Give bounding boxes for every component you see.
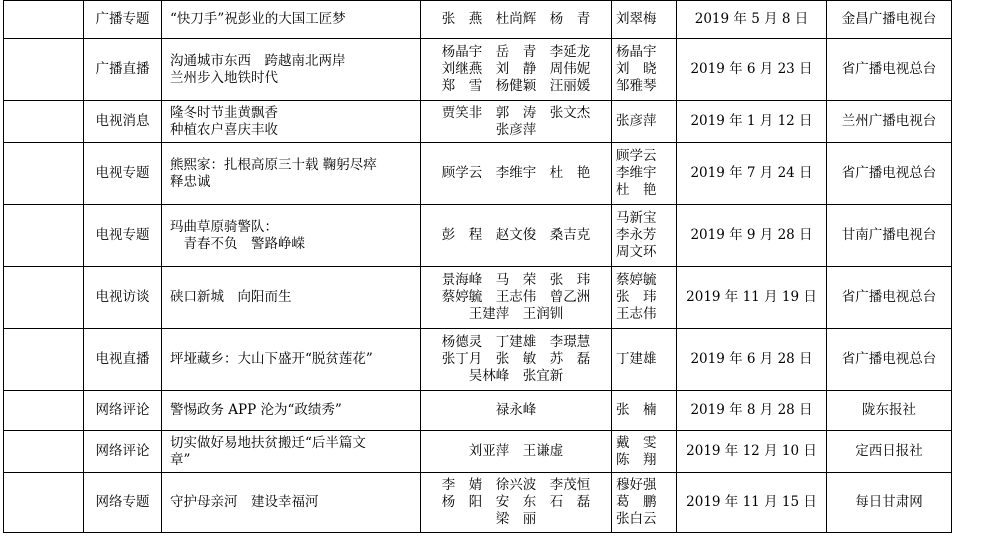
editors-cell [612,391,677,431]
author-line: 蔡婷毓 王志伟 曾乙洲 [441,289,591,305]
editor-line: 马新宝 [616,210,657,226]
category-cell: 网络评论 [84,431,162,473]
editor-line: 张 楠 [616,402,657,418]
authors-cell [421,473,612,533]
editor-line: 穆好强 [616,477,657,493]
editor-line: 刘 晓 [616,61,657,77]
outlet-cell: 陇东报社 [827,391,952,431]
title-line: 青春不负 警路峥嵘 [170,235,305,252]
editor-line: 蔡婷毓 [616,272,657,288]
title-cell [162,143,421,205]
blank-cell [4,205,84,267]
editor-line: 丁建雄 [616,351,657,367]
editor-line: 陈 翔 [616,451,657,468]
editors-cell [612,267,677,329]
outlet-cell: 每日甘肃网 [827,473,952,533]
author-line: 张丁月 张 敏 苏 磊 [441,351,591,367]
editors-cell [612,329,677,391]
authors-cell [421,1,612,39]
category-cell: 电视访谈 [84,267,162,329]
editors-cell [612,431,677,473]
editor-line: 刘翠梅 [616,11,657,27]
author-line: 王建萍 王润钏 [468,306,564,322]
category-cell: 广播专题 [84,1,162,39]
author-line: 张 燕 杜尚辉 杨 青 [441,11,591,27]
category-cell: 网络评论 [84,391,162,431]
title-cell [162,473,421,533]
author-line: 禄永峰 [495,402,537,418]
editor-line: 张 玮 [616,289,657,305]
editors-cell [612,143,677,205]
category-cell: 电视专题 [84,143,162,205]
author-line: 顾学云 李维宇 杜 艳 [441,165,591,181]
editor-line: 杨晶宇 [616,44,657,60]
title-line: 熊熙家：扎根高原三十载 鞠躬尽瘁 [170,156,377,173]
blank-cell [4,101,84,143]
outlet-cell: 定西日报社 [827,431,952,473]
outlet-cell: 兰州广播电视台 [827,101,952,143]
date-cell: 2019 年 11 月 19 日 [677,267,827,329]
title-cell [162,205,421,267]
editors-cell [612,473,677,533]
editors-cell [612,1,677,39]
table-row [4,391,952,431]
author-line: 杨德灵 丁建雄 李璟慧 [441,334,591,350]
editor-line: 张彦萍 [616,113,657,129]
title-line: “快刀手”祝彭业的大国工匠梦 [170,11,346,27]
title-cell [162,329,421,391]
author-line: 景海峰 马 荣 张 玮 [441,272,591,288]
title-cell [162,1,421,39]
editor-line: 周文环 [616,244,657,260]
title-line: 沟通城市东西 跨越南北两岸 [170,52,346,69]
blank-cell [4,473,84,533]
author-line: 吴林峰 张宜新 [468,368,564,384]
authors-cell [421,431,612,473]
author-line: 刘继燕 刘 静 周伟妮 [441,61,591,77]
title-line: 坪垭藏乡：大山下盛开“脱贫莲花” [170,351,373,367]
title-line: 隆冬时节韭黄飘香 [170,104,278,121]
title-line: 章” [170,451,191,468]
author-line: 杨 阳 安 东 石 磊 [441,494,591,510]
editor-line: 李永芳 [616,227,657,243]
blank-cell [4,431,84,473]
blank-cell [4,39,84,101]
editor-line: 李维宇 [616,165,657,181]
blank-cell [4,267,84,329]
table-row [4,1,952,39]
date-cell: 2019 年 11 月 15 日 [677,473,827,533]
date-cell: 2019 年 7 月 24 日 [677,143,827,205]
editor-line: 杜 艳 [616,182,657,198]
category-cell: 网络专题 [84,473,162,533]
awards-table [3,0,952,533]
outlet-cell: 省广播电视总台 [827,267,952,329]
date-cell: 2019 年 8 月 28 日 [677,391,827,431]
category-cell: 电视消息 [84,101,162,143]
editor-line: 顾学云 [616,148,657,164]
author-line: 李 婧 徐兴波 李茂恒 [441,477,591,493]
outlet-cell: 省广播电视总台 [827,143,952,205]
author-line: 梁 丽 [495,511,537,527]
authors-cell [421,101,612,143]
editor-line: 张白云 [616,511,657,527]
table-row [4,267,952,329]
date-cell: 2019 年 12 月 10 日 [677,431,827,473]
title-cell [162,101,421,143]
author-line: 张彦萍 [495,121,537,138]
author-line: 刘亚萍 王谦虚 [468,443,564,459]
title-line: 玛曲草原骑警队： [170,218,278,235]
authors-cell [421,39,612,101]
date-cell: 2019 年 5 月 8 日 [677,1,827,39]
table-row [4,205,952,267]
title-line: 释忠诚 [170,173,211,190]
date-cell: 2019 年 1 月 12 日 [677,101,827,143]
authors-cell [421,329,612,391]
table-row [4,143,952,205]
title-line: 警惕政务 APP 沦为“政绩秀” [170,402,342,418]
editor-line: 戴 雯 [616,434,657,451]
title-line: 种植农户喜庆丰收 [170,121,278,138]
editor-line: 葛 鹏 [616,494,657,510]
author-line: 贾笑非 郭 涛 张文杰 [441,104,591,121]
date-cell: 2019 年 6 月 28 日 [677,329,827,391]
editors-cell [612,39,677,101]
editors-cell [612,205,677,267]
table-row [4,101,952,143]
title-cell [162,267,421,329]
date-cell: 2019 年 9 月 28 日 [677,205,827,267]
table-row [4,329,952,391]
author-line: 杨晶宇 岳 青 李延龙 [441,44,591,60]
title-line: 硖口新城 向阳而生 [170,289,292,305]
blank-cell [4,391,84,431]
table-row [4,473,952,533]
title-line: 守护母亲河 建设幸福河 [170,494,319,510]
title-cell [162,431,421,473]
title-line: 切实做好易地扶贫搬迁“后半篇文 [170,434,366,451]
authors-cell [421,391,612,431]
authors-cell [421,205,612,267]
outlet-cell: 金昌广播电视台 [827,1,952,39]
outlet-cell: 甘南广播电视台 [827,205,952,267]
editors-cell [612,101,677,143]
title-line: 兰州步入地铁时代 [170,69,278,86]
blank-cell [4,329,84,391]
category-cell: 电视专题 [84,205,162,267]
table-row [4,431,952,473]
category-cell: 电视直播 [84,329,162,391]
authors-cell [421,143,612,205]
author-line: 郑 雪 杨健颖 汪丽媛 [441,78,591,94]
editor-line: 邹雅琴 [616,78,657,94]
title-cell [162,391,421,431]
category-cell: 广播直播 [84,39,162,101]
blank-cell [4,1,84,39]
title-cell [162,39,421,101]
author-line: 彭 程 赵文俊 桑吉克 [441,227,591,243]
outlet-cell: 省广播电视总台 [827,329,952,391]
editor-line: 王志伟 [616,306,657,322]
outlet-cell: 省广播电视总台 [827,39,952,101]
blank-cell [4,143,84,205]
date-cell: 2019 年 6 月 23 日 [677,39,827,101]
authors-cell [421,267,612,329]
awards-table-body [4,1,952,533]
table-row [4,39,952,101]
